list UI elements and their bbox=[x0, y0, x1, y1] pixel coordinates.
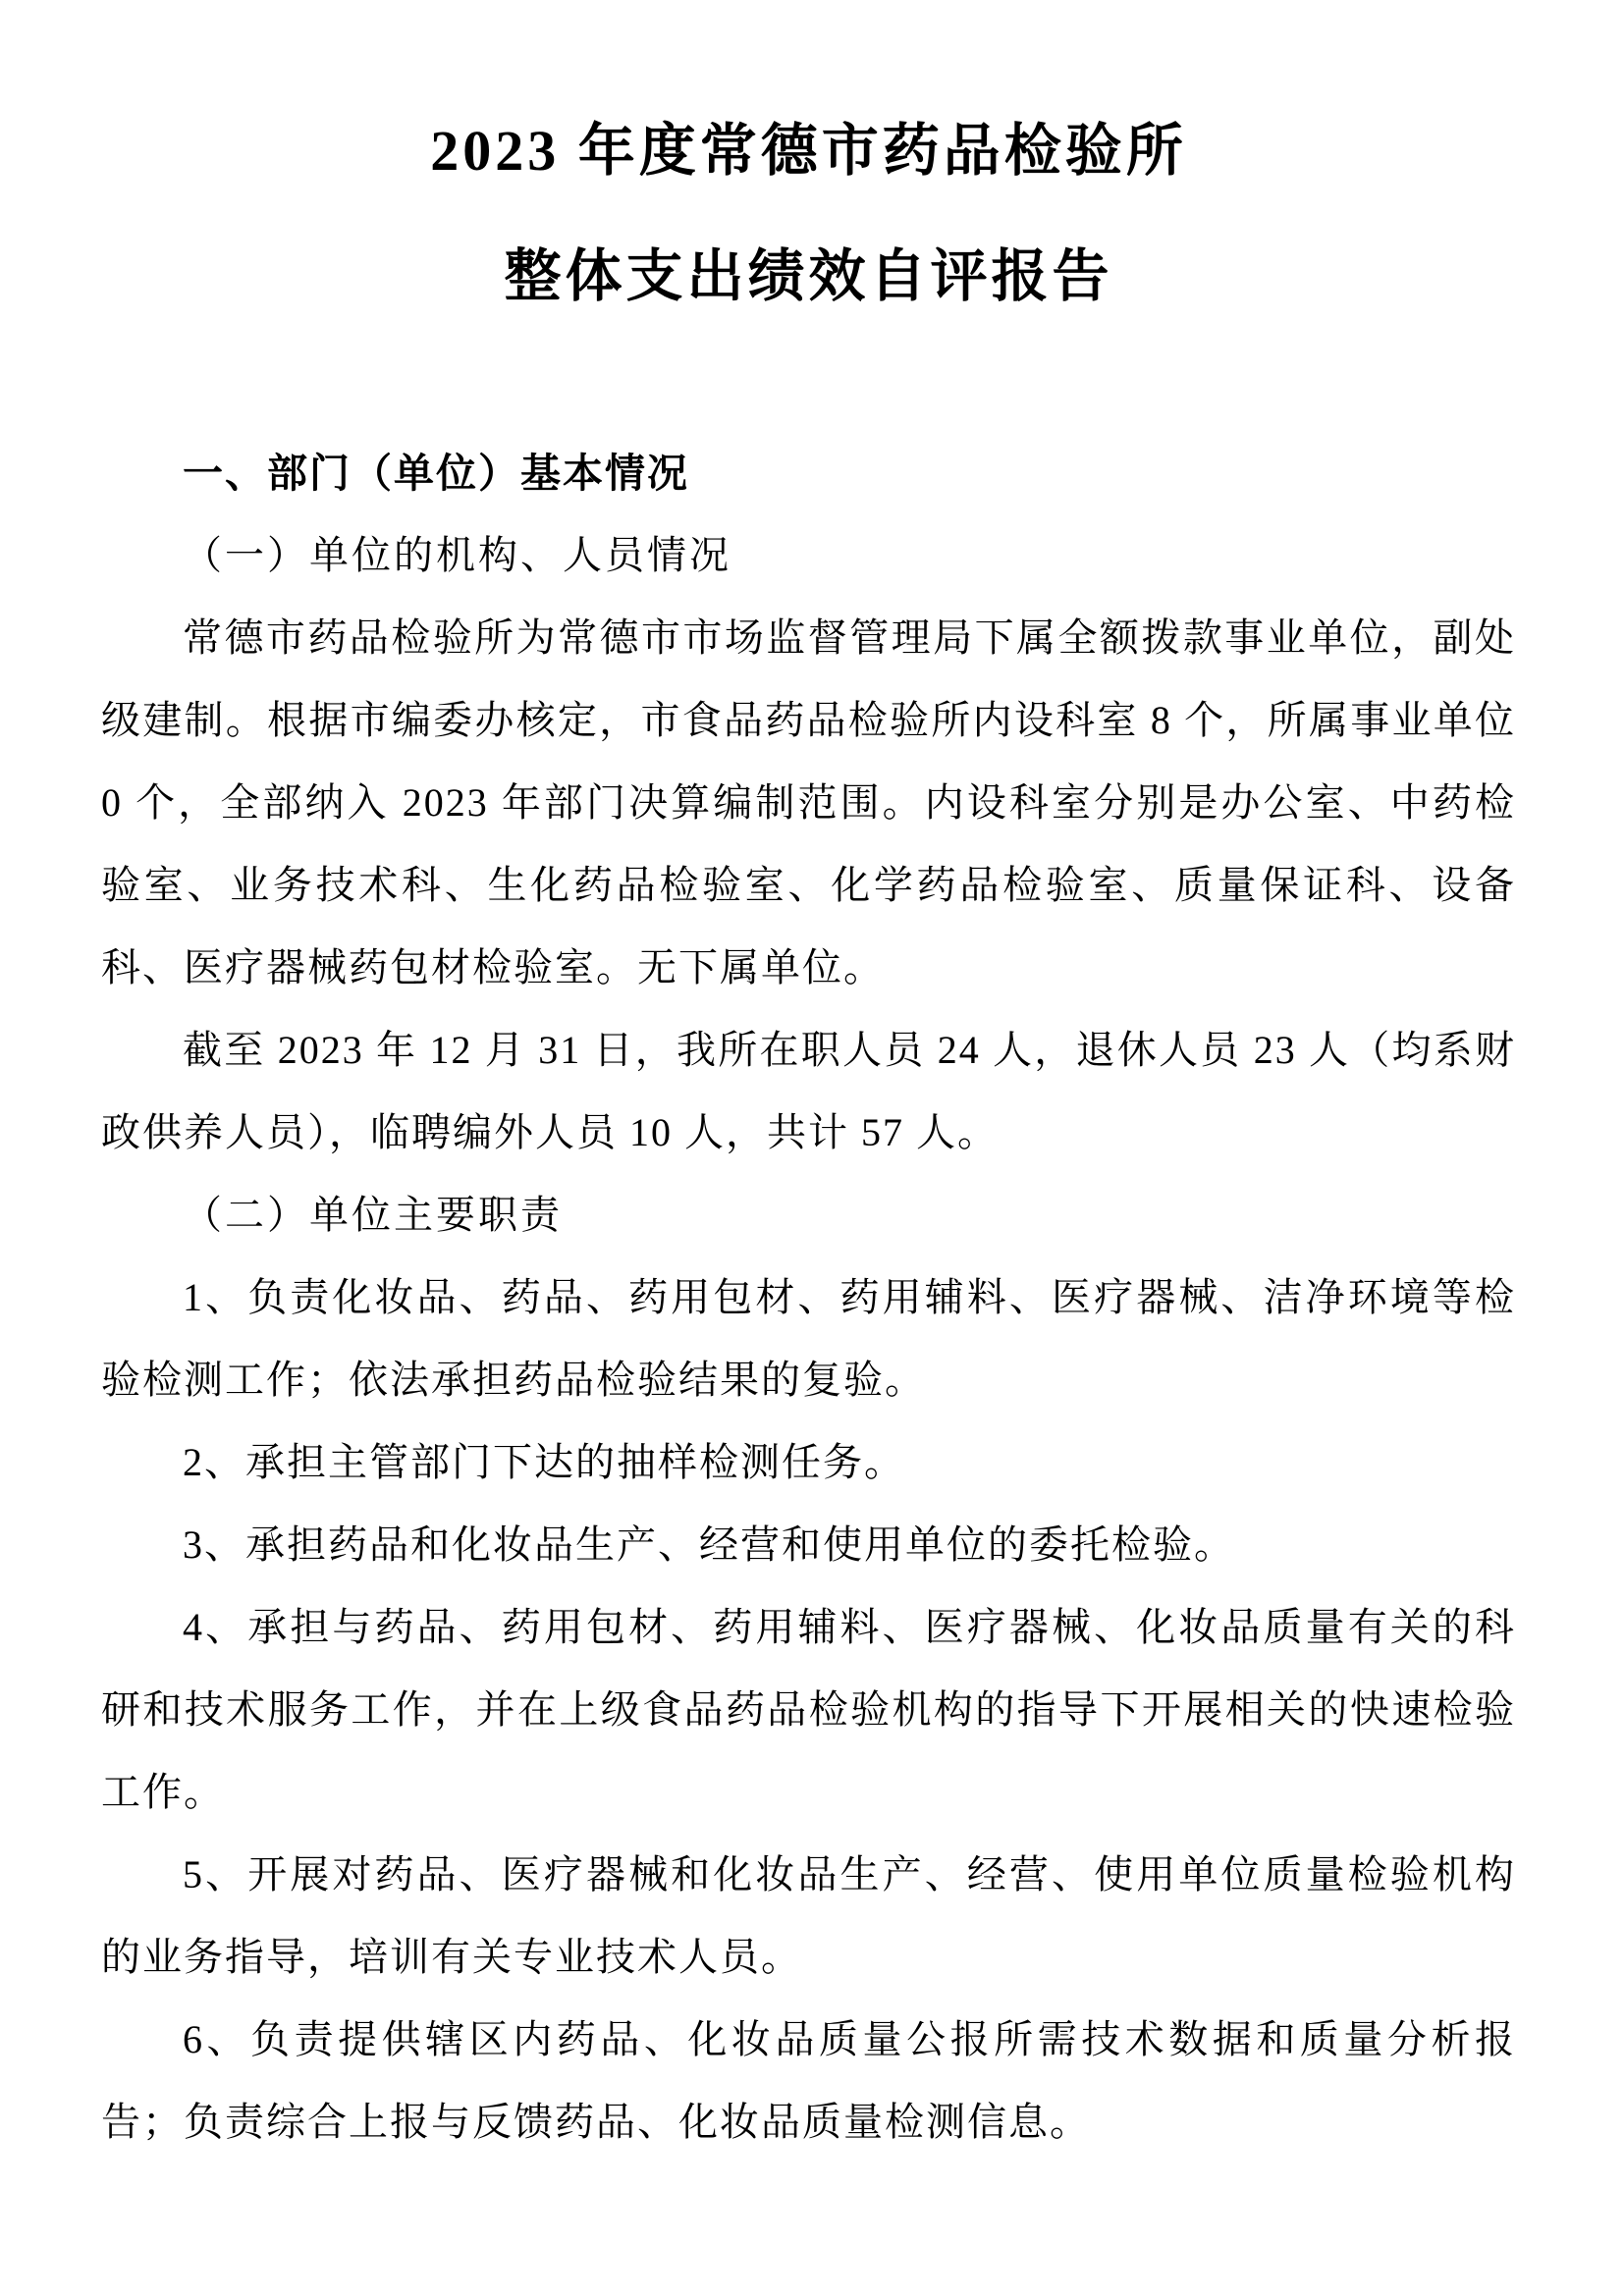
duty-item-1: 1、负责化妆品、药品、药用包材、药用辅料、医疗器械、洁净环境等检验检测工作；依法承担药品检验结果的复验。 bbox=[101, 1275, 1516, 1402]
section-1-heading: 一、部门（单位）基本情况 bbox=[183, 451, 689, 496]
subsection-1-1-heading: （一）单位的机构、人员情况 bbox=[183, 533, 731, 577]
org-structure-paragraph: 常德市药品检验所为常德市市场监督管理局下属全额拨款事业单位，副处级建制。根据市编委办核定，市食品药品检验所内设科室 8 个，所属事业单位 0 个，全部纳入 2023 年部门决算编制范围。内设科室分别是办公室、中药检验室、业务技术科、生化药品检验室、化学药品检验室、质量保证科、设备科、医疗器械药包材检验室。无下属单位。 bbox=[101, 615, 1516, 989]
duty-item-3: 3、承担药品和化妆品生产、经营和使用单位的委托检验。 bbox=[183, 1522, 1235, 1567]
subsection-1-2-heading: （二）单位主要职责 bbox=[183, 1193, 563, 1237]
duty-item-5: 5、开展对药品、医疗器械和化妆品生产、经营、使用单位质量检验机构的业务指导，培训有关专业技术人员。 bbox=[101, 1852, 1516, 1979]
duty-item-6: 6、负责提供辖区内药品、化妆品质量公报所需技术数据和质量分析报告；负责综合上报与反馈药品、化妆品质量检测信息。 bbox=[101, 2017, 1516, 2144]
staffing-paragraph: 截至 2023 年 12 月 31 日，我所在职人员 24 人，退休人员 23 人（均系财政供养人员），临聘编外人员 10 人，共计 57 人。 bbox=[101, 1028, 1516, 1154]
title-spacer bbox=[101, 340, 1516, 432]
duty-item-4: 4、承担与药品、药用包材、药用辅料、医疗器械、化妆品质量有关的科研和技术服务工作，并在上级食品药品检验机构的指导下开展相关的快速检验工作。 bbox=[101, 1605, 1516, 1814]
doc-title-line-2: 整体支出绩效自评报告 bbox=[504, 244, 1113, 308]
doc-title-line-1: 2023 年度常德市药品检验所 bbox=[430, 119, 1187, 183]
duty-item-2: 2、承担主管部门下达的抽样检测任务。 bbox=[183, 1440, 905, 1484]
